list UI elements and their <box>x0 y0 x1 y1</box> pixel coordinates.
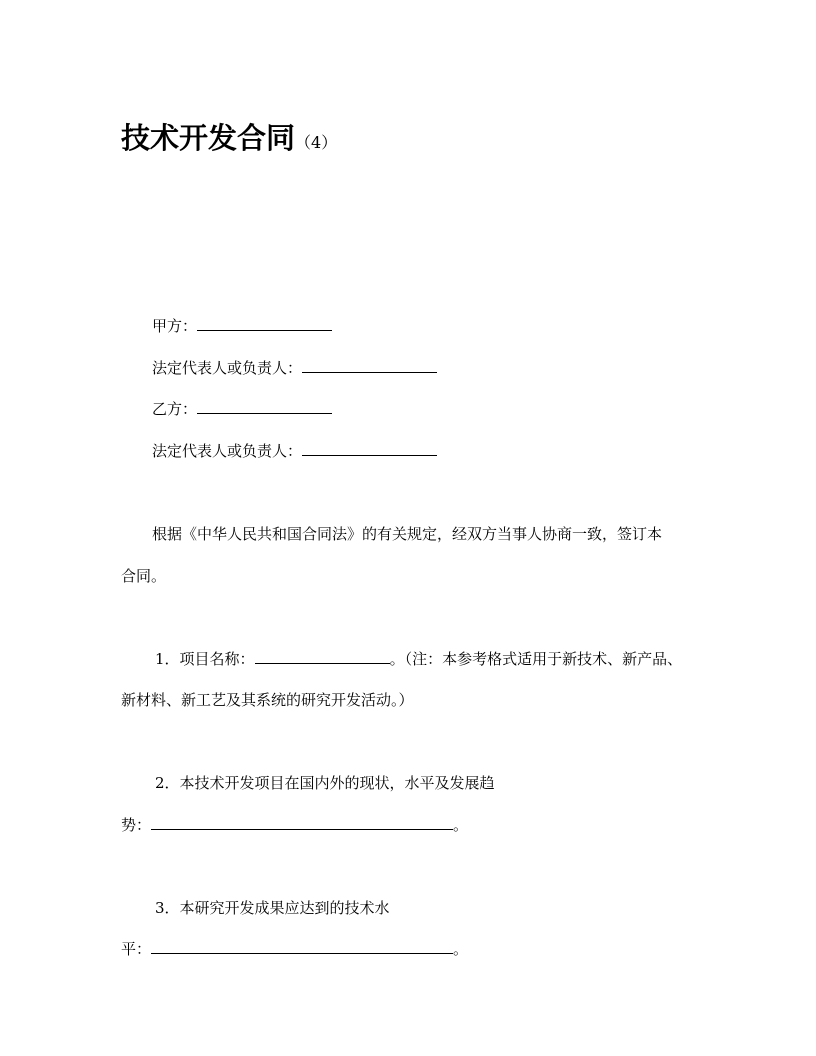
clause-2-text: 本技术开发项目在国内外的现状，水平及发展趋 <box>179 774 495 792</box>
title-text: 技术开发合同 <box>121 121 296 155</box>
clause-3-line-2 <box>121 939 468 959</box>
clause-3-line-1 <box>155 898 390 918</box>
clause-1-line-1 <box>155 649 682 669</box>
title-suffix: （4） <box>295 133 338 152</box>
clause-2-label: 势： <box>121 816 152 834</box>
preamble-line-1: 根据《中华人民共和国合同法》的有关规定，经双方当事人协商一致，签订本 <box>152 525 663 543</box>
clause-2-number: 2． <box>155 774 180 792</box>
clause-2-line-1 <box>155 773 495 793</box>
clause-1-note: 。（注：本参考格式适用于新技术、新产品、 <box>389 650 683 668</box>
party-a-label: 甲方： <box>152 317 198 335</box>
clause-1-number: 1． <box>155 650 180 668</box>
document-title <box>121 118 337 163</box>
party-a-line <box>152 316 332 336</box>
clause-3-text: 本研究开发成果应达到的技术水 <box>179 899 390 917</box>
rep-b-label: 法定代表人或负责人： <box>152 442 303 460</box>
rep-a-label: 法定代表人或负责人： <box>152 359 303 377</box>
preamble-line-2: 合同。 <box>121 567 167 585</box>
clause-2-line-2 <box>121 815 468 835</box>
clause-3-number: 3． <box>155 899 180 917</box>
party-a-blank[interactable] <box>197 316 332 331</box>
clause-3-end: 。 <box>453 940 469 958</box>
rep-b-line <box>152 441 437 461</box>
clause-1-line-2: 新材料、新工艺及其系统的研究开发活动。） <box>121 691 414 709</box>
tech-level-blank[interactable] <box>151 939 453 954</box>
rep-a-blank[interactable] <box>302 358 437 373</box>
rep-a-line <box>152 358 437 378</box>
party-b-line <box>152 399 332 419</box>
clause-2-end: 。 <box>453 816 469 834</box>
clause-1-label: 项目名称： <box>179 650 255 668</box>
project-name-blank[interactable] <box>255 649 390 664</box>
party-b-label: 乙方： <box>152 400 198 418</box>
status-trend-blank[interactable] <box>151 815 453 830</box>
party-b-blank[interactable] <box>197 399 332 414</box>
rep-b-blank[interactable] <box>302 441 437 456</box>
clause-3-label: 平： <box>121 940 152 958</box>
